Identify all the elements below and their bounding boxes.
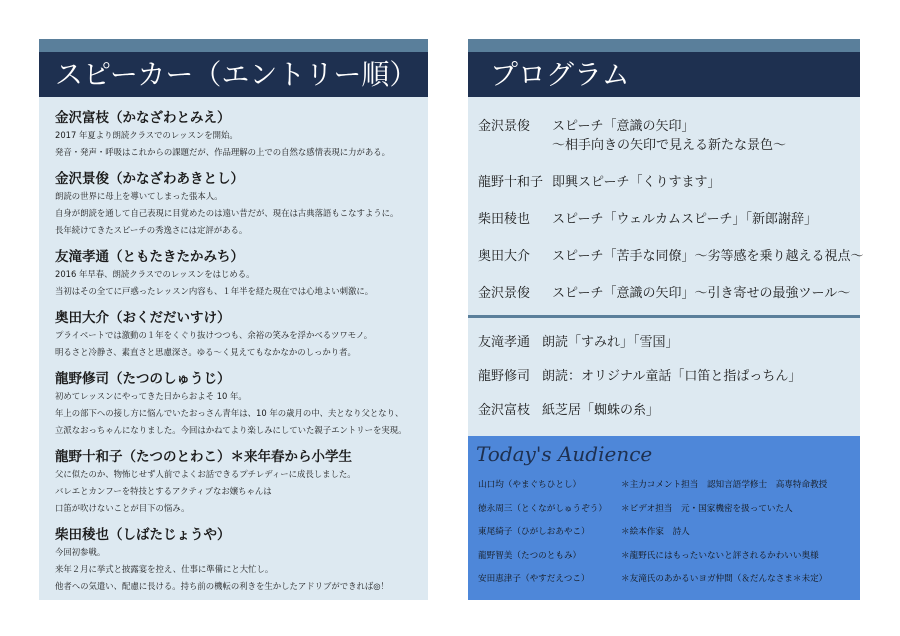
speaker-bio-line: 2017 年夏より朗読クラスでのレッスンを開始。	[55, 130, 238, 140]
audience-section	[468, 436, 860, 600]
program-content: スピーチ「ウェルカムスピーチ」「新郎謝辞」	[552, 212, 817, 227]
audience-member	[478, 504, 856, 514]
speaker-name: 柴田稜也（しばたじょうや）	[55, 527, 231, 543]
audience-role: ＊龍野氏にはもったいないと評されるかわいい奥様	[621, 550, 819, 561]
speaker-bio-line: プライベートでは激動の１年をくぐり抜けつつも、余裕の笑みを浮かべるツワモノ。	[55, 330, 373, 340]
speaker-bio-line: 立派なおっちゃんになりました。今回はかねてより楽しみにしていた親子エントリーを実現。	[55, 425, 407, 435]
reading-item	[478, 399, 854, 418]
speaker-bio-line: 他者への気遣い、配慮に長ける。持ち前の機転の利きを生かしたアドリブができれば◎！	[55, 581, 389, 591]
program-item	[478, 115, 854, 153]
program-content: スピーチ「意識の矢印」〜引き寄せの最強ツール〜	[552, 286, 851, 301]
program-content	[552, 115, 786, 153]
program-speaker: 龍野十和子	[478, 175, 544, 190]
speakers-title: スピーカー（エントリー順）	[39, 52, 428, 97]
speaker-bio-line: 当初はその全てに戸惑ったレッスン内容も、１年半を経た現在では心地よい刺激に。	[55, 286, 374, 296]
speaker-list	[55, 106, 420, 601]
audience-name: 東尾綺子（ひがしおあやこ）	[478, 527, 590, 537]
audience-name: 安田恵津子（やすだえつこ）	[478, 574, 590, 584]
speakers-top-bar	[39, 39, 428, 52]
speaker-entry	[55, 445, 420, 513]
audience-title: Today's Audience	[476, 442, 653, 466]
reading-speaker: 金沢富枝	[478, 403, 531, 418]
reading-item	[478, 365, 854, 384]
audience-role: ＊友滝氏のあかるいヨガ仲間（＆だんなさま＊未定）	[621, 574, 828, 584]
audience-member	[478, 551, 856, 561]
speakers-panel	[39, 39, 428, 600]
speaker-bio-line: 今回初参戦。	[55, 547, 106, 557]
audience-role: ＊絵本作家 詩人	[621, 527, 690, 537]
speaker-bio-line: 朗読の世界に母上を導いてしまった張本人。	[55, 191, 223, 201]
speaker-entry	[55, 523, 420, 591]
program-item	[478, 208, 854, 227]
audience-role: ＊主力コメント担当 認知言語学修士 高専特命教授	[621, 480, 828, 490]
speaker-bio-line: 発音・発声・呼吸はこれからの課題だが、作品理解の上での自然な感情表現に力がある。	[55, 147, 390, 157]
speaker-bio-line: 口笛が吹けないことが目下の悩み。	[55, 503, 190, 513]
reading-speaker: 友滝孝通	[478, 335, 531, 350]
speaker-bio-line: 初めてレッスンにやってきた日からおよそ 10 年。	[55, 391, 247, 401]
reading-list	[478, 331, 854, 433]
program-subtitle: 〜相手向きの矢印で見える新たな景色〜	[552, 138, 787, 153]
audience-member	[478, 574, 856, 584]
speaker-bio-line: バレエとカンフーを特技とするアクティブなお嬢ちゃんは	[55, 486, 272, 496]
program-item	[478, 282, 854, 301]
program-item	[478, 245, 864, 264]
audience-name: 山口均（やまぐちひとし）	[478, 480, 582, 490]
program-speaker: 奥田大介	[478, 249, 531, 264]
speaker-name: 龍野十和子（たつのとわこ）＊来年春から小学生	[55, 449, 352, 465]
speaker-bio-line: 長年続けてきたスピーチの秀逸さには定評がある。	[55, 225, 248, 235]
program-speaker: 金沢景俊	[478, 286, 531, 301]
reading-content: 朗読「すみれ」「雪国」	[542, 335, 679, 350]
program-panel	[468, 39, 864, 600]
audience-role: ＊ビデオ担当 元・国家機密を扱っていた人	[621, 503, 793, 514]
speaker-entry	[55, 245, 420, 296]
reading-content: 朗読：オリジナル童話「口笛と指ぱっちん」	[542, 369, 802, 384]
program-top-bar	[468, 39, 860, 52]
reading-item	[478, 331, 854, 350]
program-item	[478, 171, 854, 190]
speaker-bio-line: 明るさと冷静さ、素直さと思慮深さ。ゆる〜く見えてもなかなかのしっかり者。	[55, 347, 356, 357]
program-content: スピーチ「苦手な同僚」〜劣等感を乗り越える視点〜	[552, 249, 864, 264]
audience-member	[478, 527, 856, 537]
speaker-entry	[55, 367, 420, 435]
speaker-bio-line: 父に似たのか、物怖じせず人前でよくお話できるプチレディーに成長しました。	[55, 469, 356, 479]
speaker-bio-line: 2016 年早春、朗読クラスでのレッスンをはじめる。	[55, 269, 255, 279]
program-list	[478, 115, 864, 319]
program-title-text: スピーチ「意識の矢印」	[552, 119, 695, 134]
audience-member	[478, 480, 856, 490]
speaker-entry	[55, 167, 420, 235]
speaker-name: 金沢景俊（かなざわあきとし）	[55, 171, 244, 187]
speaker-bio-line: 来年２月に挙式と披露宴を控え、仕事に準備にと大忙し。	[55, 564, 274, 574]
speaker-name: 奥田大介（おくだだいすけ）	[55, 310, 231, 326]
program-speaker: 柴田稜也	[478, 212, 531, 227]
speaker-name: 金沢富枝（かなざわとみえ）	[55, 110, 231, 126]
audience-name: 徳永周三（とくながしゅうぞう）	[478, 503, 607, 514]
section-divider	[468, 315, 860, 318]
program-title: プログラム	[468, 52, 860, 97]
audience-name: 龍野智美（たつのともみ）	[478, 550, 582, 561]
speaker-name: 友滝孝通（ともたきたかみち）	[55, 249, 244, 265]
program-content: 即興スピーチ「くりすます」	[552, 175, 721, 190]
reading-content: 紙芝居「蜘蛛の糸」	[542, 403, 660, 418]
speaker-bio-line: 年上の部下への接し方に悩んでいたおっさん青年は、10 年の歳月の中、夫となり父となり、	[55, 408, 404, 418]
speaker-name: 龍野修司（たつのしゅうじ）	[55, 371, 231, 387]
speaker-entry	[55, 306, 420, 357]
speaker-entry	[55, 106, 420, 157]
reading-speaker: 龍野修司	[478, 369, 531, 384]
program-speaker: 金沢景俊	[478, 119, 531, 134]
speaker-bio-line: 自身が朗読を通して自己表現に目覚めたのは遠い昔だが、現在は古典落語もこなすように。	[55, 208, 399, 218]
audience-list	[478, 480, 856, 598]
